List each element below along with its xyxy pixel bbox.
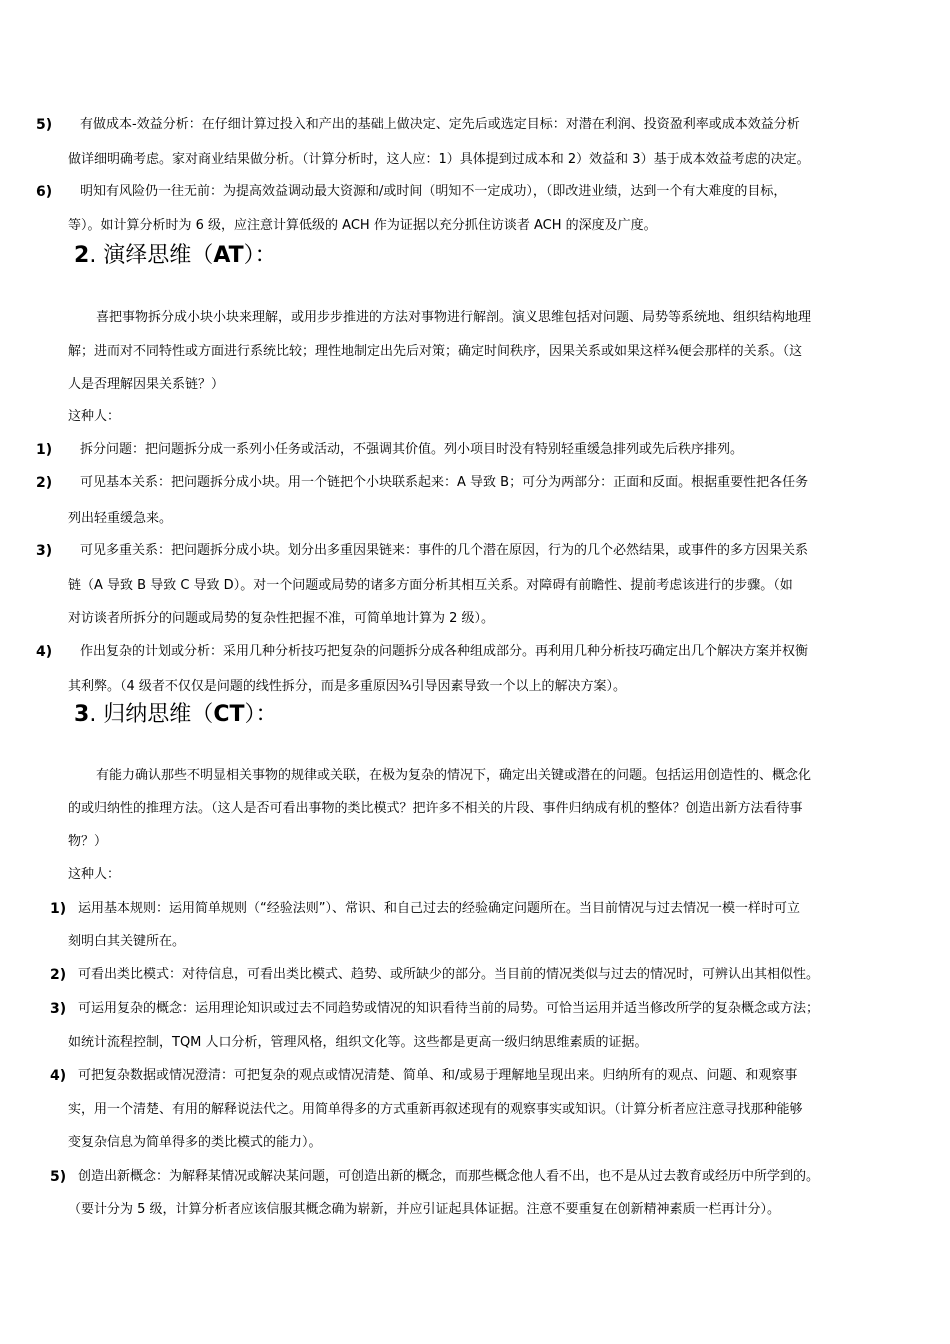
section-abbr: CT [213,702,245,727]
list-number: 1) [36,442,53,458]
list-number: 1) [50,901,67,917]
list-item-text: 实，用一个清楚、有用的解释说法代之。用简单得多的方式重新再叙述现有的观察事实或知识。（计算分析者应注意寻找那种能够 [68,1102,803,1117]
list-item-text: 可见基本关系：把问题拆分成小块。用一个链把个小块联系起来：A 导致 B；可分为两部分：正面和反面。根据重要性把各任务 [80,475,809,490]
list-item-text: （要计分为 5 级，计算分析者应该信服其概念确为崭新，并应引证起具体证据。注意不要重复在创新精神素质一栏再计分）。 [68,1202,781,1217]
list-number: 3) [50,1001,67,1017]
section-title-suffix: ）： [243,243,277,268]
section-heading [74,242,277,270]
section-number: 3 [74,702,90,727]
list-item-text: 可看出类比模式：对待信息，可看出类比模式、趋势、或所缺少的部分。当目前的情况类似与过去的情况时，可辨认出其相似性。 [78,967,820,982]
list-number: 2) [36,475,53,491]
paragraph-line: 人是否理解因果关系链？） [68,377,225,392]
this-person-label: 这种人： [68,867,121,882]
section-number: 2 [74,243,90,268]
paragraph-line: 有能力确认那些不明显相关事物的规律或关联，在极为复杂的情况下，确定出关键或潜在的问题。包括运用创造性的、概念化 [96,768,812,783]
this-person-label: 这种人： [68,409,121,424]
paragraph-line: 喜把事物拆分成小块小块来理解，或用步步推进的方法对事物进行解剖。演义思维包括对问题、局势等系统地、组织结构地理 [96,310,812,325]
list-number: 5) [36,117,53,133]
list-item-text: 刻明白其关键所在。 [68,934,186,949]
section-title-suffix: ）： [244,702,278,727]
list-number: 3) [36,543,53,559]
list-item-text: 做详细明确考虑。家对商业结果做分析。（计算分析时，这人应：1）具体提到过成本和 2）效益和 3）基于成本效益考虑的决定。 [68,152,810,167]
list-item-text: 创造出新概念：为解释某情况或解决某问题，可创造出新的概念，而那些概念他人看不出，也不是从过去教育或经历中所学到的。 [78,1169,820,1184]
paragraph-line: 解；进而对不同特性或方面进行系统比较；理性地制定出先后对策；确定时间秩序，因果关系或如果这样¾便会那样的关系。（这 [68,344,803,359]
paragraph-line: 的或归纳性的推理方法。（这人是否可看出事物的类比模式？把许多不相关的片段、事件归纳成有机的整体？创造出新方法看待事 [68,801,803,816]
list-item-text: 等）。如计算分析时为 6 级，应注意计算低级的 ACH 作为证据以充分抓住访谈者 ACH 的深度及广度。 [68,218,657,233]
list-item-text: 对访谈者所拆分的问题或局势的复杂性把握不准，可简单地计算为 2 级）。 [68,611,495,626]
section-abbr: AT [213,243,244,268]
list-item-text: 运用基本规则：运用简单规则（“经验法则”）、常识、和自己过去的经验确定问题所在。当目前情况与过去情况一模一样时可立 [78,901,800,916]
list-number: 4) [50,1068,67,1084]
list-item-text: 可见多重关系：把问题拆分成小块。划分出多重因果链来：事件的几个潜在原因，行为的几个必然结果，或事件的多方因果关系 [80,543,809,558]
list-item-text: 链（A 导致 B 导致 C 导致 D）。对一个问题或局势的诸多方面分析其相互关系。对障碍有前瞻性、提前考虑该进行的步骤。（如 [68,578,793,593]
section-title-prefix: . 演绎思维（ [89,243,214,268]
list-item-text: 可把复杂数据或情况澄清：可把复杂的观点或情况清楚、简单、和/或易于理解地呈现出来。归纳所有的观点、问题、和观察事 [78,1068,798,1083]
list-item-text: 有做成本-效益分析：在仔细计算过投入和产出的基础上做决定、定先后或选定目标：对潜在利润、投资盈利率或成本效益分析 [80,117,800,132]
list-item-text: 可运用复杂的概念：运用理论知识或过去不同趋势或情况的知识看待当前的局势。可恰当运用并适当修改所学的复杂概念或方法； [78,1001,820,1016]
list-number: 4) [36,644,53,660]
paragraph-line: 物？） [68,834,108,849]
list-number: 5) [50,1169,67,1185]
list-item-text: 拆分问题：把问题拆分成一系列小任务或活动，不强调其价值。列小项目时没有特别轻重缓急排列或先后秩序排列。 [80,442,744,457]
section-heading [74,701,277,729]
list-number: 6) [36,184,53,200]
list-item-text: 列出轻重缓急来。 [68,511,173,526]
list-item-text: 作出复杂的计划或分析：采用几种分析技巧把复杂的问题拆分成各种组成部分。再利用几种分析技巧确定出几个解决方案并权衡 [80,644,809,659]
list-item-text: 如统计流程控制，TQM 人口分析，管理风格，组织文化等。这些都是更高一级归纳思维素质的证据。 [68,1035,648,1050]
section-title-prefix: . 归纳思维（ [89,702,214,727]
list-item-text: 明知有风险仍一往无前：为提高效益调动最大资源和/或时间（明知不一定成功），（即改进业绩，达到一个有大难度的目标， [80,184,787,199]
list-number: 2) [50,967,67,983]
list-item-text: 变复杂信息为简单得多的类比模式的能力）。 [68,1135,322,1150]
list-item-text: 其利弊。（4 级者不仅仅是问题的线性拆分，而是多重原因¾引导因素导致一个以上的解决方案）。 [68,679,627,694]
